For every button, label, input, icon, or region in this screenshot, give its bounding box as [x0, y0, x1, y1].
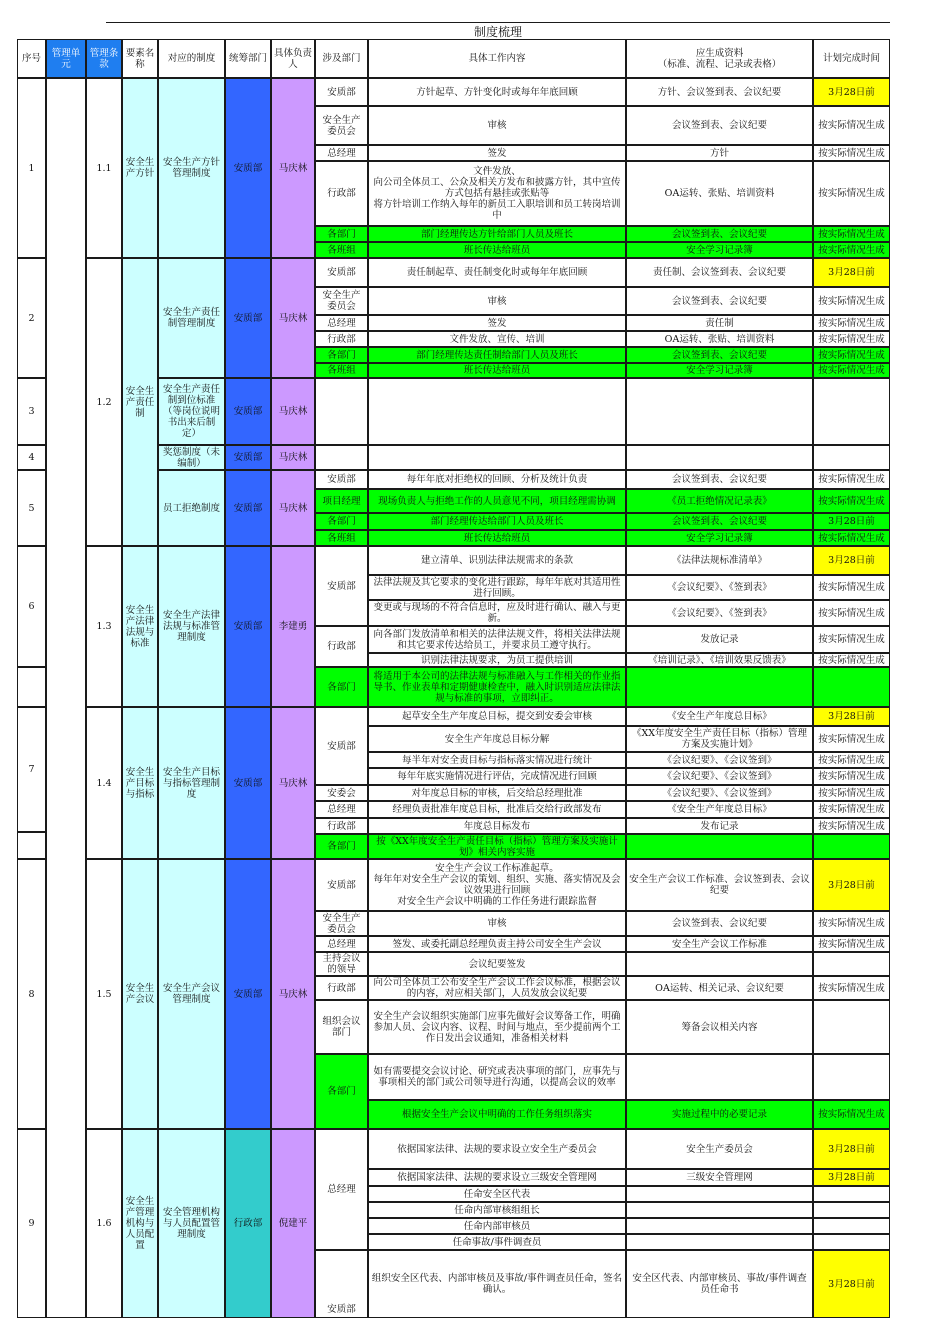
table-cell: 各部门 — [315, 226, 368, 242]
table-cell: 按实际情况生成 — [813, 226, 890, 242]
table-cell: 发布记录 — [626, 818, 813, 834]
table-cell: 班长传达给班员 — [368, 242, 626, 258]
table-cell: 文件发放、 向公司全体员工、公众及相关方发布和披露方针，其中宣传方式包括有悬挂或张贴等 将方针培训工作纳入每年的新员工入职培训和员工转岗培训中 — [368, 161, 626, 226]
table-cell: 按实际情况生成 — [813, 347, 890, 363]
table-cell: 审核 — [368, 106, 626, 145]
table-cell: 安质部 — [225, 78, 271, 258]
table-cell: 责任制 — [626, 315, 813, 331]
table-cell: 《安全生产年度总目标》 — [626, 801, 813, 818]
table-cell — [368, 445, 626, 470]
table-cell: 按实际情况生成 — [813, 315, 890, 331]
table-cell: 马庆林 — [271, 378, 315, 445]
table-cell: 按实际情况生成 — [813, 363, 890, 378]
table-cell: 《会议纪要》、《签到表》 — [626, 600, 813, 626]
table-cell: 1.2 — [86, 258, 122, 546]
table-cell — [626, 1202, 813, 1218]
table-cell: 各部门 — [315, 667, 368, 707]
table-cell: 按实际情况生成 — [813, 242, 890, 258]
table-cell: 按实际情况生成 — [813, 331, 890, 347]
table-cell — [46, 78, 86, 1318]
table-cell: 《会议纪要》、《会议签到》 — [626, 785, 813, 801]
table-cell: 3 — [17, 378, 46, 445]
table-cell: 实施过程中的必要记录 — [626, 1100, 813, 1129]
table-cell: 1 — [17, 78, 46, 258]
table-cell: 组织会议部门 — [315, 1000, 368, 1054]
table-cell: OA运转、相关记录、会议纪要 — [626, 976, 813, 1000]
table-cell: 年度总目标发布 — [368, 818, 626, 834]
table-cell: 1.4 — [86, 707, 122, 859]
table-cell: 会议签到表、会议纪要 — [626, 470, 813, 489]
table-cell: 《员工拒绝情况记录表》 — [626, 489, 813, 513]
table-cell: 马庆林 — [271, 78, 315, 258]
table-cell: 5 — [17, 470, 46, 546]
table-cell: 班长传达给班员 — [368, 530, 626, 546]
table-cell: 3月28日前 — [813, 859, 890, 911]
table-cell — [813, 1202, 890, 1218]
table-cell: 倪建平 — [271, 1129, 315, 1318]
table-cell: 《会议纪要》、《会议签到》 — [626, 752, 813, 768]
table-cell: 会议签到表、会议纪要 — [626, 287, 813, 315]
table-cell: 员工拒绝制度 — [158, 470, 225, 546]
header-deadline: 计划完成时间 — [813, 39, 890, 78]
table-cell: 向公司全体员工公布安全生产会议工作会议标准，根据会议的内容，对应相关部门，人员发放会议纪要 — [368, 976, 626, 1000]
table-cell: 审核 — [368, 287, 626, 315]
table-cell: 任命事故/事件调查员 — [368, 1234, 626, 1250]
table-cell: 法律法规及其它要求的变化进行跟踪，每年年底对其适用性进行回顾。 — [368, 575, 626, 600]
table-cell: 会议签到表、会议纪要 — [626, 106, 813, 145]
table-cell: 主持会议的领导 — [315, 952, 368, 976]
table-cell: 8 — [17, 859, 46, 1129]
table-cell — [626, 667, 813, 707]
table-cell: 每年年底对拒绝权的回顾、分析及统计负责 — [368, 470, 626, 489]
table-cell: 任命内部审核员 — [368, 1218, 626, 1234]
table-cell: 安质部 — [315, 258, 368, 287]
table-cell: 审核 — [368, 911, 626, 936]
table-cell — [626, 1054, 813, 1100]
table-cell: 安全生产委员会 — [626, 1129, 813, 1169]
table-cell: 安全学习记录簿 — [626, 242, 813, 258]
table-cell: 李建勇 — [271, 546, 315, 707]
table-cell — [813, 1054, 890, 1100]
table-cell: 项目经理 — [315, 489, 368, 513]
table-cell — [626, 1186, 813, 1202]
table-cell: 会议签到表、会议纪要 — [626, 513, 813, 530]
table-cell: 每半年对安全责目标与指标落实情况进行统计 — [368, 752, 626, 768]
table-cell: 三级安全管理网 — [626, 1169, 813, 1186]
table-cell: 安全生产法律法规与标准 — [122, 546, 158, 707]
table-cell: 按实际情况生成 — [813, 161, 890, 226]
table-cell: OA运转、张贴、培训资料 — [626, 161, 813, 226]
table-cell: 1.3 — [86, 546, 122, 707]
table-cell: 部门经理传达给部门人员及班长 — [368, 513, 626, 530]
header-mgmt-clause: 管理条款 — [86, 39, 122, 78]
table-cell — [17, 832, 46, 859]
table-cell: 安质部 — [225, 258, 271, 378]
table-cell: 6 — [17, 546, 46, 667]
table-cell: 安质部 — [225, 859, 271, 1129]
table-cell: 按《XX年度安全生产责任目标（指标）管理方案及实施计划》相关内容实施 — [368, 834, 626, 859]
table-cell: 7 — [17, 707, 46, 832]
table-cell: 3月28日前 — [813, 1250, 890, 1318]
table-cell: 《安全生产年度总目标》 — [626, 707, 813, 726]
table-cell: 安全生产会议组织实施部门应事先做好会议筹备工作，明确参加人员、会议内容、议程、时间与地点，至少提前两个工作日发出会议通知，准备相关材料 — [368, 1000, 626, 1054]
table-cell — [813, 1218, 890, 1234]
table-cell: 安全生产会议工作标准、会议签到表、会议纪要 — [626, 859, 813, 911]
table-cell: 安全生产责任制管理制度 — [158, 258, 225, 378]
table-cell: 部门经理传达方针给部门人员及班长 — [368, 226, 626, 242]
table-cell: 马庆林 — [271, 258, 315, 378]
table-cell: 总经理 — [315, 315, 368, 331]
table-cell: 按实际情况生成 — [813, 801, 890, 818]
table-cell: 筹备会议相关内容 — [626, 1000, 813, 1054]
table-cell: 行政部 — [315, 818, 368, 834]
table-cell: 1.6 — [86, 1129, 122, 1318]
sheet-title: 制度梳理 — [106, 22, 890, 40]
table-cell: 安全学习记录簿 — [626, 363, 813, 378]
table-cell: 安全学习记录簿 — [626, 530, 813, 546]
table-cell: 按实际情况生成 — [813, 145, 890, 161]
table-cell: 安全生产会议管理制度 — [158, 859, 225, 1129]
table-cell: 会议签到表、会议纪要 — [626, 347, 813, 363]
table-cell: 方针、会议签到表、会议纪要 — [626, 78, 813, 106]
table-cell: 按实际情况生成 — [813, 726, 890, 752]
table-cell: 各部门 — [315, 1054, 368, 1129]
table-cell: 行政部 — [225, 1129, 271, 1318]
table-cell — [813, 378, 890, 445]
table-cell: 依据国家法律、法规的要求设立三级安全管理网 — [368, 1169, 626, 1186]
table-cell — [626, 378, 813, 445]
header-mgmt-unit: 管理单元 — [46, 39, 86, 78]
table-cell: 安全生产会议工作标准起草。 每年年对安全生产会议的策划、组织、实施、落实情况及会议效果进行回顾 对安全生产会议中明确的工作任务进行跟踪监督 — [368, 859, 626, 911]
table-cell — [315, 378, 368, 445]
table-cell: 责任制、会议签到表、会议纪要 — [626, 258, 813, 287]
table-cell: 按实际情况生成 — [813, 575, 890, 600]
table-cell: 各部门 — [315, 513, 368, 530]
table-cell: 责任制起草、责任制变化时或每年年底回顾 — [368, 258, 626, 287]
table-cell: 将适用于本公司的法律法规与标准融入与工作相关的作业指导书、作业表单和定期健康检查中，融入时识别适应法律法规与标准的事项，立即纠正。 — [368, 667, 626, 707]
table-cell: 按实际情况生成 — [813, 106, 890, 145]
table-cell: 向各部门发放清单和相关的法律法规文件，将相关法律法规和其它要求传达给员工，并要求员工遵守执行。 — [368, 626, 626, 653]
table-cell: 3月28日前 — [813, 707, 890, 726]
table-cell: 安全生产方针管理制度 — [158, 78, 225, 258]
table-cell: 安全生产目标与指标 — [122, 707, 158, 859]
table-cell: 3月28日前 — [813, 546, 890, 575]
table-cell: 按实际情况生成 — [813, 752, 890, 768]
table-cell: 行政部 — [315, 626, 368, 667]
table-cell: 组织安全区代表、内部审核员及事故/事件调查员任命，签名确认。 — [368, 1250, 626, 1318]
table-cell: 1.1 — [86, 78, 122, 258]
table-cell — [813, 445, 890, 470]
table-cell: 如有需要提交会议讨论、研究或表决事项的部门，应事先与事项相关的部门或公司领导进行沟通，以提高会议的效率 — [368, 1054, 626, 1100]
table-cell: 总经理 — [315, 145, 368, 161]
table-cell: 任命安全区代表 — [368, 1186, 626, 1202]
table-cell: 现场负责人与拒绝工作的人员意见不同，项目经理需协调 — [368, 489, 626, 513]
header-person: 具体负责人 — [271, 39, 315, 78]
table-cell: 3月28日前 — [813, 258, 890, 287]
table-cell: 《会议纪要》、《签到表》 — [626, 575, 813, 600]
table-cell — [813, 1234, 890, 1250]
table-cell: 安质部 — [315, 859, 368, 911]
table-cell: 按实际情况生成 — [813, 600, 890, 626]
table-cell: 马庆林 — [271, 445, 315, 470]
table-cell — [813, 1186, 890, 1202]
table-cell: 安质部 — [225, 707, 271, 859]
table-cell — [813, 1000, 890, 1054]
table-cell — [626, 445, 813, 470]
table-cell: 《法律法规标准清单》 — [626, 546, 813, 575]
header-element: 要素名称 — [122, 39, 158, 78]
table-cell: 安全管理机构与人员配置管理制度 — [158, 1129, 225, 1318]
table-cell: 9 — [17, 1129, 46, 1318]
header-coord-dept: 统筹部门 — [225, 39, 271, 78]
table-cell: 3月28日前 — [813, 513, 890, 530]
table-cell: 行政部 — [315, 976, 368, 1000]
table-cell — [813, 834, 890, 859]
table-cell: 安全生产委员会 — [315, 106, 368, 145]
table-cell: 按实际情况生成 — [813, 1100, 890, 1129]
table-cell: 安全生产管理机构与人员配置 — [122, 1129, 158, 1318]
table-cell — [17, 667, 46, 707]
table-cell: 起草安全生产年度总目标，提交到安委会审核 — [368, 707, 626, 726]
table-cell: OA运转、张贴、培训资料 — [626, 331, 813, 347]
table-cell: 4 — [17, 445, 46, 470]
table-cell — [368, 378, 626, 445]
table-cell: 3月28日前 — [813, 1129, 890, 1169]
table-cell: 总经理 — [315, 936, 368, 952]
table-cell — [813, 667, 890, 707]
table-cell: 发放记录 — [626, 626, 813, 653]
table-cell: 变更或与现场的不符合信息时，应及时进行确认、融入与更新。 — [368, 600, 626, 626]
table-cell: 安质部 — [315, 707, 368, 785]
table-cell: 经理负责批准年度总目标，批准后交给行政部发布 — [368, 801, 626, 818]
footer-dept-label: 安质部 — [327, 1303, 356, 1315]
table-cell: 部门经理传达责任制给部门人员及班长 — [368, 347, 626, 363]
table-cell — [626, 952, 813, 976]
table-cell: 安质部 — [315, 546, 368, 626]
table-cell: 班长传达给班员 — [368, 363, 626, 378]
table-cell: 方针起草、方针变化时或每年年底回顾 — [368, 78, 626, 106]
table-cell — [813, 952, 890, 976]
table-cell: 安全生产责任制 — [122, 258, 158, 546]
table-cell: 按实际情况生成 — [813, 530, 890, 546]
table-cell: 任命内部审核组组长 — [368, 1202, 626, 1218]
table-cell: 签发 — [368, 315, 626, 331]
table-cell: 各部门 — [315, 834, 368, 859]
table-cell: 安质部 — [225, 546, 271, 707]
table-cell: 安质部 — [315, 78, 368, 106]
table-cell: 每年年底实施情况进行评估，完成情况进行回顾 — [368, 768, 626, 785]
table-cell: 会议签到表、会议纪要 — [626, 911, 813, 936]
table-cell: 对年度总目标的审核，后交给总经理批准 — [368, 785, 626, 801]
table-cell: 文件发放、宣传、培训 — [368, 331, 626, 347]
table-cell: 会议签到表、会议纪要 — [626, 226, 813, 242]
table-cell: 签发、或委托副总经理负责主持公司安全生产会议 — [368, 936, 626, 952]
header-seq: 序号 — [17, 39, 46, 78]
table-cell: 1.5 — [86, 859, 122, 1129]
table-cell: 按实际情况生成 — [813, 626, 890, 653]
table-cell: 会议纪要签发 — [368, 952, 626, 976]
table-cell: 按实际情况生成 — [813, 936, 890, 952]
header-system: 对应的制度 — [158, 39, 225, 78]
table-cell: 总经理 — [315, 1129, 368, 1250]
table-cell: 按实际情况生成 — [813, 818, 890, 834]
table-cell: 安全生产责任制到位标准（等岗位说明书出来后制定） — [158, 378, 225, 445]
table-cell: 安全生产方针 — [122, 78, 158, 258]
table-cell: 按实际情况生成 — [813, 911, 890, 936]
table-cell: 安全生产会议 — [122, 859, 158, 1129]
header-work: 具体工作内容 — [368, 39, 626, 78]
table-cell — [315, 445, 368, 470]
table-cell: 3月28日前 — [813, 78, 890, 106]
table-cell: 马庆林 — [271, 859, 315, 1129]
table-cell: 安质部 — [225, 445, 271, 470]
table-cell: 各班组 — [315, 530, 368, 546]
table-cell: 安质部 — [225, 470, 271, 546]
header-materials: 应生成资料 （标准、流程、记录或表格） — [626, 39, 813, 78]
table-cell: 马庆林 — [271, 470, 315, 546]
table-cell: 安全区代表、内部审核员、事故/事件调查员任命书 — [626, 1250, 813, 1318]
table-cell: 按实际情况生成 — [813, 470, 890, 489]
table-cell: 按实际情况生成 — [813, 653, 890, 667]
table-cell: 马庆林 — [271, 707, 315, 859]
table-cell: 3月28日前 — [813, 1169, 890, 1186]
table-cell: 建立清单、识别法律法规需求的条款 — [368, 546, 626, 575]
table-cell: 行政部 — [315, 161, 368, 226]
table-cell: 各班组 — [315, 242, 368, 258]
table-cell: 按实际情况生成 — [813, 489, 890, 513]
table-cell: 《XX年度安全生产责任目标（指标）管理方案及实施计划》 — [626, 726, 813, 752]
table-cell: 按实际情况生成 — [813, 287, 890, 315]
table-cell — [626, 834, 813, 859]
table-cell: 按实际情况生成 — [813, 768, 890, 785]
table-cell: 按实际情况生成 — [813, 785, 890, 801]
table-cell: 各部门 — [315, 347, 368, 363]
table-cell: 安质部 — [225, 378, 271, 445]
table-cell — [626, 1218, 813, 1234]
table-cell: 方针 — [626, 145, 813, 161]
table-cell: 行政部 — [315, 331, 368, 347]
table-cell: 《会议纪要》、《会议签到》 — [626, 768, 813, 785]
table-cell: 安质部 — [315, 470, 368, 489]
header-involved: 涉及部门 — [315, 39, 368, 78]
table-cell: 安全生产法律法规与标准管理制度 — [158, 546, 225, 707]
table-cell: 识别法律法规要求，为员工提供培训 — [368, 653, 626, 667]
table-cell: 2 — [17, 258, 46, 378]
table-cell: 安全生产年度总目标分解 — [368, 726, 626, 752]
table-cell: 奖惩制度（未编制） — [158, 445, 225, 470]
table-cell: 按实际情况生成 — [813, 976, 890, 1000]
table-cell: 《培训记录》、《培训效果反馈表》 — [626, 653, 813, 667]
table-cell: 总经理 — [315, 801, 368, 818]
table-cell — [626, 1234, 813, 1250]
table-cell: 安全生产目标与指标管理制度 — [158, 707, 225, 859]
table-cell: 安全生产会议工作标准 — [626, 936, 813, 952]
table-cell: 安全生产委员会 — [315, 911, 368, 936]
table-cell: 安全生产委员会 — [315, 287, 368, 315]
table-cell: 依据国家法律、法规的要求设立安全生产委员会 — [368, 1129, 626, 1169]
table-cell: 根据安全生产会议中明确的工作任务组织落实 — [368, 1100, 626, 1129]
table-cell: 各班组 — [315, 363, 368, 378]
table-cell: 安委会 — [315, 785, 368, 801]
table-cell: 签发 — [368, 145, 626, 161]
